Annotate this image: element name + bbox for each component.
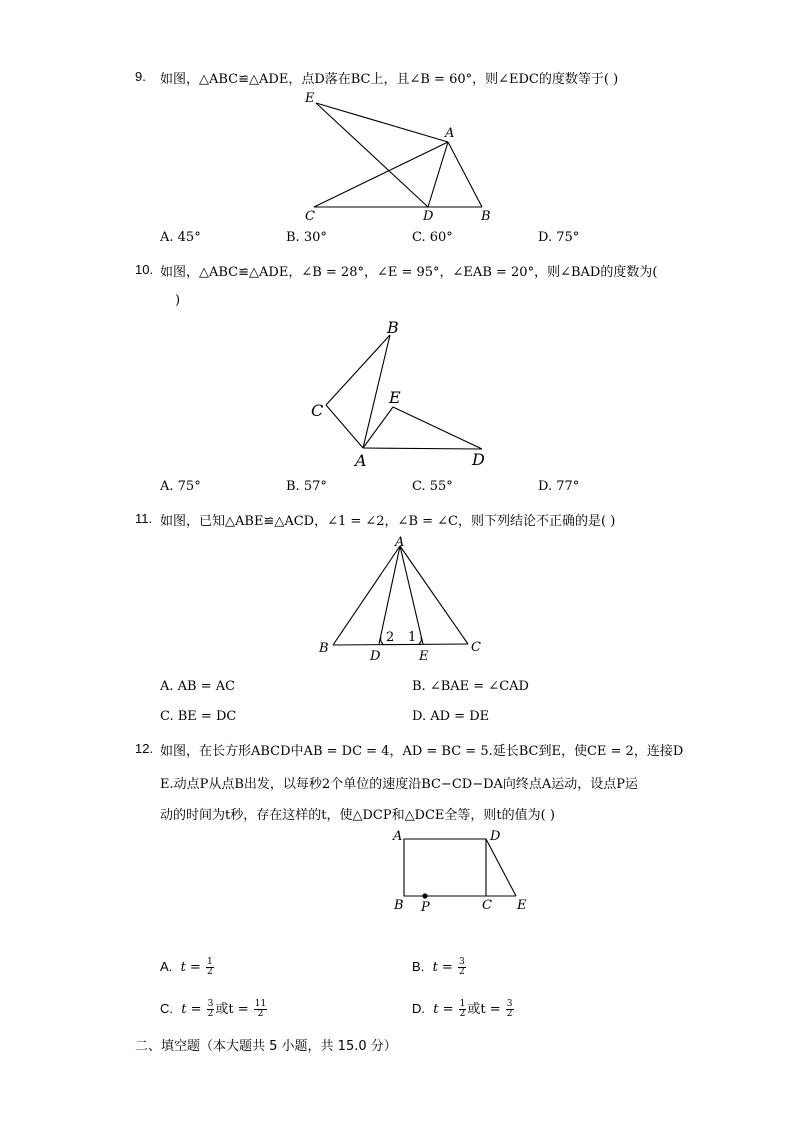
question-text: 如图，已知△ABE≌△ACD，∠1 = ∠2，∠B = ∠C，则下列结论不正确的是( )	[160, 514, 616, 529]
label-E: E	[419, 649, 429, 664]
label-E: E	[305, 91, 315, 106]
question-text-cont: )	[175, 293, 181, 308]
option-b: B. ∠BAE = ∠CAD	[412, 679, 529, 694]
label-C: C	[471, 640, 481, 655]
fraction: $\frac{11}{2}$	[254, 999, 267, 1019]
label-B: B	[394, 898, 404, 913]
label-C: C	[311, 401, 324, 420]
label-A: A	[393, 829, 403, 844]
figure-q11	[315, 534, 490, 669]
question-text-line-2: E.动点P从点B出发，以每秒2个单位的速度沿BC−CD−DA向终点A运动，设点P运	[160, 777, 639, 792]
question-text: 如图，△ABC≌△ADE，∠B = 28°，∠E = 95°，∠EAB = 20°，则∠BAD的度数为(	[160, 265, 658, 280]
fraction: $\frac{3}{2}$	[207, 999, 214, 1019]
label-D: D	[423, 209, 434, 224]
point-P	[422, 893, 427, 898]
label-D: D	[370, 649, 381, 664]
angle-2-arc	[381, 637, 383, 644]
figure-q12	[385, 825, 540, 920]
label-angle-1: 1	[408, 630, 417, 645]
segment-DE	[486, 839, 516, 896]
option-a: A. 75°	[160, 479, 201, 494]
option-d: D. 75°	[538, 230, 580, 245]
segment-AB	[363, 335, 390, 448]
question-number: 12.	[135, 741, 154, 756]
option-c: C. t = $\frac{3}{2}$ 或t = $\frac{11}{2}$	[160, 999, 267, 1019]
fraction: $\frac{1}{2}$	[206, 957, 213, 977]
fraction: $\frac{3}{2}$	[458, 957, 465, 977]
option-d: D. 77°	[538, 479, 580, 494]
segment-EA	[316, 103, 448, 142]
label-E: E	[517, 898, 527, 913]
segment-ED	[316, 103, 428, 207]
option-d: D. AD = DE	[412, 709, 490, 724]
option-b: B. t = $\frac{3}{2}$	[412, 957, 465, 977]
section-heading: 二、填空题（本大题共 5 小题，共 15.0 分）	[135, 1039, 397, 1054]
option-c: C. BE = DC	[160, 709, 237, 724]
label-angle-2: 2	[386, 630, 395, 645]
figure-q9	[295, 86, 505, 226]
label-C: C	[305, 209, 315, 224]
angle-1-arc	[419, 637, 421, 644]
rectangle-ABCD	[404, 839, 486, 896]
option-a: A. 45°	[160, 230, 201, 245]
question-number: 9.	[135, 69, 146, 84]
option-a: A. AB = AC	[160, 679, 236, 694]
segment-DA	[428, 142, 448, 207]
option-c: C. 55°	[412, 479, 453, 494]
fraction: $\frac{1}{2}$	[459, 999, 466, 1019]
label-E: E	[389, 388, 401, 407]
question-text: 如图，△ABC≌△ADE，点D落在BC上，且∠B = 60°，则∠EDC的度数等于( )	[160, 72, 619, 87]
label-D: D	[472, 450, 485, 469]
segment-CA	[326, 405, 363, 448]
segment-CB	[326, 335, 390, 405]
question-number: 10.	[135, 262, 154, 277]
fraction: $\frac{3}{2}$	[506, 999, 513, 1019]
label-B: B	[481, 209, 491, 224]
option-a: A. t = $\frac{1}{2}$	[160, 957, 213, 977]
label-B: B	[319, 641, 329, 656]
question-text-line-1: 如图，在长方形ABCD中AB = DC = 4，AD = BC = 5.延长BC到E，使CE = 2，连接D	[160, 744, 684, 759]
label-A: A	[355, 451, 367, 470]
option-b: B. 30°	[286, 230, 327, 245]
question-text-line-3: 动的时间为t秒，存在这样的t，使△DCP和△DCE全等，则t的值为( )	[160, 808, 555, 823]
option-c: C. 60°	[412, 230, 453, 245]
segment-AD	[363, 448, 482, 449]
label-A: A	[395, 535, 405, 550]
label-P: P	[421, 900, 430, 915]
option-b: B. 57°	[286, 479, 327, 494]
label-C: C	[482, 898, 492, 913]
label-A: A	[445, 126, 455, 141]
segment-BC	[333, 644, 468, 645]
question-number: 11.	[135, 511, 153, 526]
label-D: D	[490, 829, 501, 844]
label-B: B	[387, 318, 399, 337]
option-d: D. t = $\frac{1}{2}$ 或t = $\frac{3}{2}$	[412, 999, 513, 1019]
segment-CA	[314, 142, 448, 207]
figure-q10	[305, 315, 505, 475]
segment-BA	[448, 142, 482, 207]
segment-ED	[393, 407, 482, 449]
